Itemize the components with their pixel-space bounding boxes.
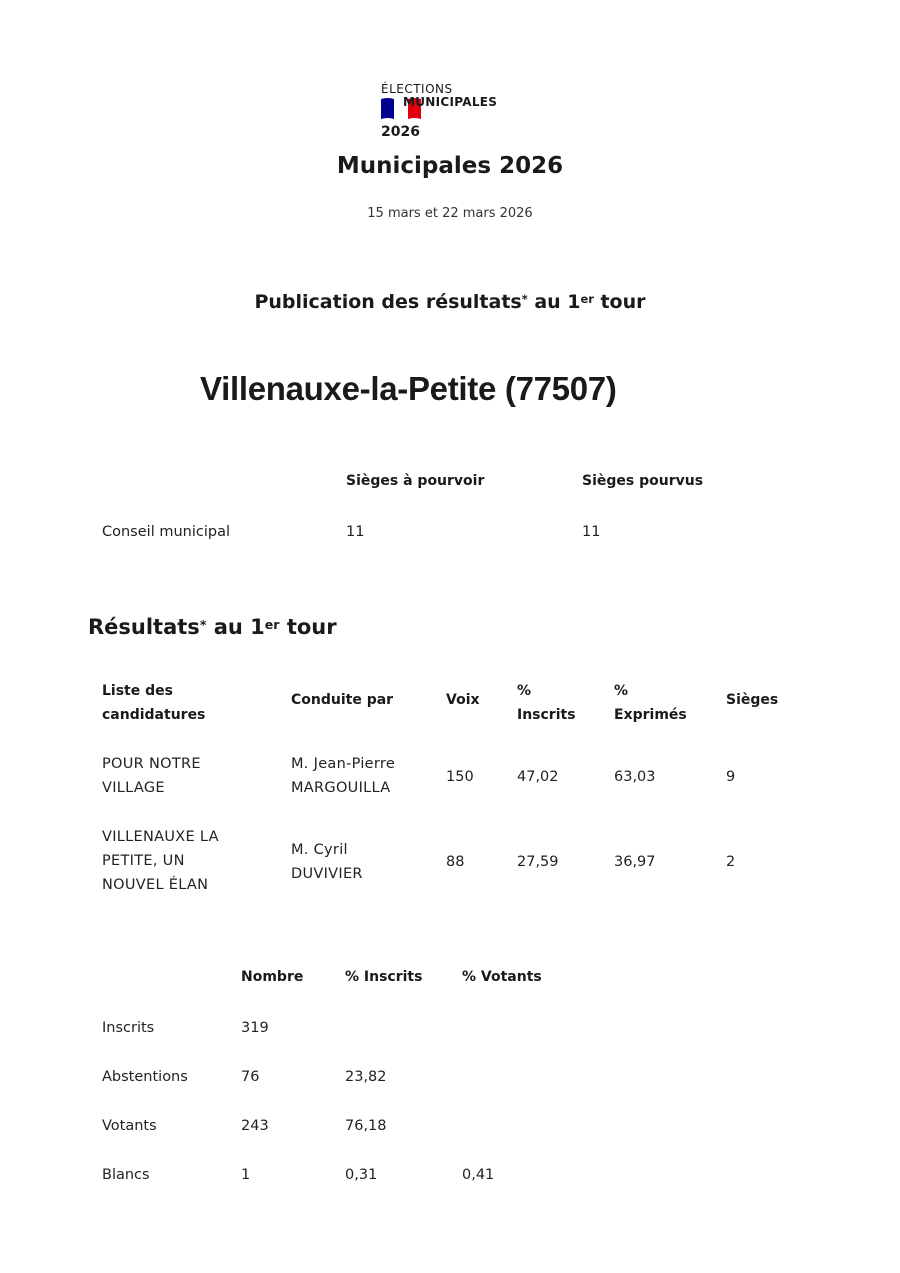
list-name-line: VILLAGE — [102, 780, 165, 796]
col-pct-expressed-l2: Exprimés — [614, 707, 687, 723]
publication-title — [0, 291, 900, 313]
seats-filled-header: Sièges pourvus — [582, 473, 704, 489]
col-pct-registered-l2: Inscrits — [517, 707, 576, 723]
table-row-1-seats: 9 — [726, 769, 736, 785]
participation-row-label: Abstentions — [102, 1069, 188, 1085]
participation-row-pct-registered: 23,82 — [345, 1069, 387, 1085]
leader-line: DUVIVIER — [291, 866, 363, 882]
participation-pct-voters-header: % Votants — [462, 969, 542, 985]
participation-row-number: 1 — [241, 1167, 251, 1183]
publication-middle: au 1 — [527, 291, 581, 313]
table-row-1-votes: 150 — [446, 769, 474, 785]
table-row-2-list — [102, 825, 219, 897]
table-row-2-seats: 2 — [726, 854, 736, 870]
col-pct-registered-l1: % — [517, 683, 532, 699]
participation-pct-registered-header: % Inscrits — [345, 969, 423, 985]
participation-row-label: Inscrits — [102, 1020, 155, 1036]
list-name-line: VILLENAUXE LA — [102, 829, 219, 845]
logo-line-1: ÉLECTIONS — [381, 82, 453, 96]
seats-to-fill-header: Sièges à pourvoir — [346, 473, 485, 489]
publication-suffix: tour — [593, 291, 646, 313]
election-dates: 15 mars et 22 mars 2026 — [367, 206, 533, 221]
results-heading-prefix: Résultats — [88, 615, 200, 639]
table-row-2-pct-registered: 27,59 — [517, 854, 559, 870]
participation-row-label: Blancs — [102, 1167, 150, 1183]
table-row-1-pct-expressed: 63,03 — [614, 769, 656, 785]
results-heading-suffix: tour — [279, 615, 337, 639]
participation-row-number: 76 — [241, 1069, 260, 1085]
seats-filled-value: 11 — [582, 524, 601, 540]
results-heading — [88, 615, 337, 639]
col-pct-registered-header — [517, 679, 576, 727]
logo-line-2: MUNICIPALES — [403, 95, 498, 109]
col-list-header-l1: Liste des — [102, 683, 173, 699]
leader-line: M. Cyril — [291, 842, 348, 858]
participation-row-pct-voters: 0,41 — [462, 1167, 495, 1183]
results-asterisk: * — [199, 616, 207, 632]
seats-to-fill-value: 11 — [346, 524, 365, 540]
col-list-header-l2: candidatures — [102, 707, 206, 723]
col-votes-header: Voix — [446, 692, 480, 708]
table-row-1-pct-registered: 47,02 — [517, 769, 559, 785]
col-leader-header: Conduite par — [291, 692, 394, 708]
participation-number-header: Nombre — [241, 969, 304, 985]
leader-line: M. Jean-Pierre — [291, 756, 396, 772]
participation-row-pct-registered: 76,18 — [345, 1118, 387, 1134]
participation-row-number: 243 — [241, 1118, 269, 1134]
list-name-line: POUR NOTRE — [102, 756, 201, 772]
leader-line: MARGOUILLA — [291, 780, 391, 796]
publication-asterisk: * — [521, 292, 528, 307]
council-label: Conseil municipal — [102, 524, 230, 540]
col-pct-expressed-l1: % — [614, 683, 629, 699]
table-row-2-leader — [291, 838, 363, 886]
col-pct-expressed-header — [614, 679, 687, 727]
results-heading-middle: au 1 — [206, 615, 265, 639]
publication-prefix: Publication des résultats — [254, 291, 522, 313]
logo-year: 2026 — [381, 124, 420, 140]
publication-sup: er — [580, 292, 594, 307]
results-sup: er — [264, 616, 280, 632]
participation-row-pct-registered: 0,31 — [345, 1167, 378, 1183]
page-title: Municipales 2026 — [336, 153, 564, 179]
participation-row-number: 319 — [241, 1020, 269, 1036]
list-name-line: PETITE, UN — [102, 853, 185, 869]
table-row-1-leader — [291, 752, 395, 800]
list-name-line: NOUVEL ÉLAN — [102, 877, 209, 893]
participation-row-label: Votants — [102, 1118, 157, 1134]
elections-logo — [381, 82, 531, 142]
table-row-1-list — [102, 752, 201, 800]
table-row-2-pct-expressed: 36,97 — [614, 854, 656, 870]
col-list-header — [102, 679, 205, 727]
table-row-2-votes: 88 — [446, 854, 465, 870]
col-seats-header: Sièges — [726, 692, 779, 708]
commune-name: Villenauxe-la-Petite (77507) — [200, 370, 617, 407]
